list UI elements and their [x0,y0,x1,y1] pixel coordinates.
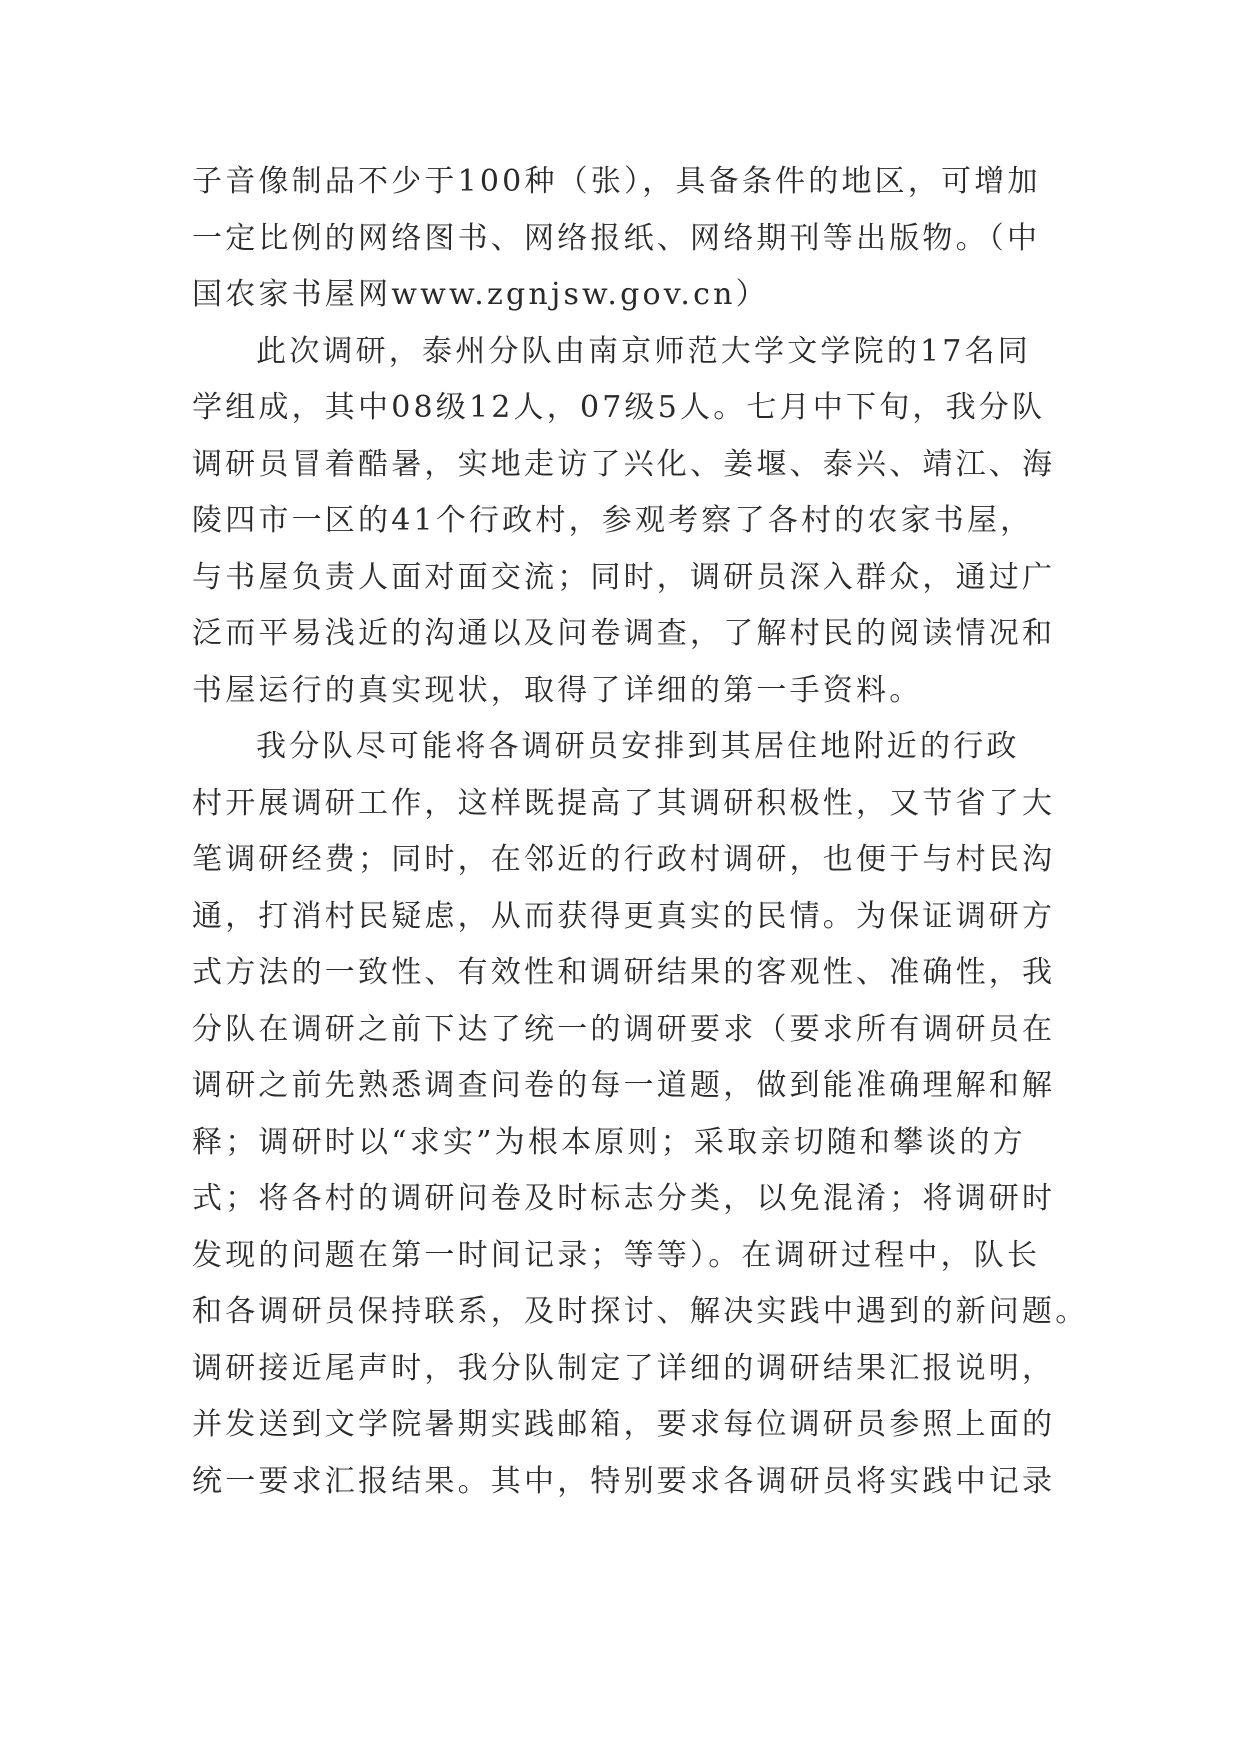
paragraph-1 [192,154,1054,324]
text-line: 调研员冒着酷暑，实地走访了兴化、姜堰、泰兴、靖江、海 [192,446,1056,482]
text-line: 式方法的一致性、有效性和调研结果的客观性、准确性，我 [192,955,1056,990]
text-line: 发现的问题在第一时间记录；等等）。在调研过程中，队长 [192,1237,1041,1273]
text-line: 统一要求汇报结果。其中，特别要求各调研员将实践中记录 [192,1463,1056,1499]
text-line: 此次调研，泰州分队由南京师范大学文学院的17名同 [256,333,1031,369]
text-line: 书屋运行的真实现状，取得了详细的第一手资料。 [192,672,923,708]
text-line: 陵四市一区的41个行政村，参观考察了各村的农家书屋， [192,503,1034,538]
text-line: 村开展调研工作，这样既提高了其调研积极性，又节省了大 [192,785,1056,821]
text-line: 子音像制品不少于100种（张），具备条件的地区，可增加 [192,164,1041,199]
text-line: 分队在调研之前下达了统一的调研要求（要求所有调研员在 [192,1011,1056,1047]
text-line: 学组成，其中08级12人，07级5人。七月中下旬，我分队 [192,390,1046,425]
text-line: 调研接近尾声时，我分队制定了详细的调研结果汇报说明， [192,1350,1056,1386]
paragraph-3 [192,719,1089,1510]
text-line: 一定比例的网络图书、网络报纸、网络期刊等出版物。（中 [192,220,1041,256]
text-line: 国农家书屋网www.zgnjsw.gov.cn） [192,277,769,312]
text-line: 式；将各村的调研问卷及时标志分类，以免混淆；将调研时 [192,1181,1056,1216]
text-line: 通，打消村民疑虑，从而获得更真实的民情。为保证调研方 [192,898,1056,934]
text-line: 释；调研时以“求实”为根本原则；采取亲切随和攀谈的方 [192,1124,1026,1160]
text-line: 调研之前先熟悉调查问卷的每一道题，做到能准确理解和解 [192,1068,1056,1103]
paragraph-2 [192,324,1054,720]
text-line: 笔调研经费；同时，在邻近的行政村调研，也便于与村民沟 [192,842,1056,877]
text-line: 并发送到文学院暑期实践邮箱，要求每位调研员参照上面的 [192,1407,1056,1442]
document-body [192,154,1089,1510]
text-line: 泛而平易浅近的沟通以及问卷调查，了解村民的阅读情况和 [192,616,1056,651]
text-line: 我分队尽可能将各调研员安排到其居住地附近的行政 [256,729,1020,764]
text-line: 和各调研员保持联系，及时探讨、解决实践中遇到的新问题。 [192,1294,1089,1329]
text-line: 与书屋负责人面对面交流；同时，调研员深入群众，通过广 [192,559,1056,595]
